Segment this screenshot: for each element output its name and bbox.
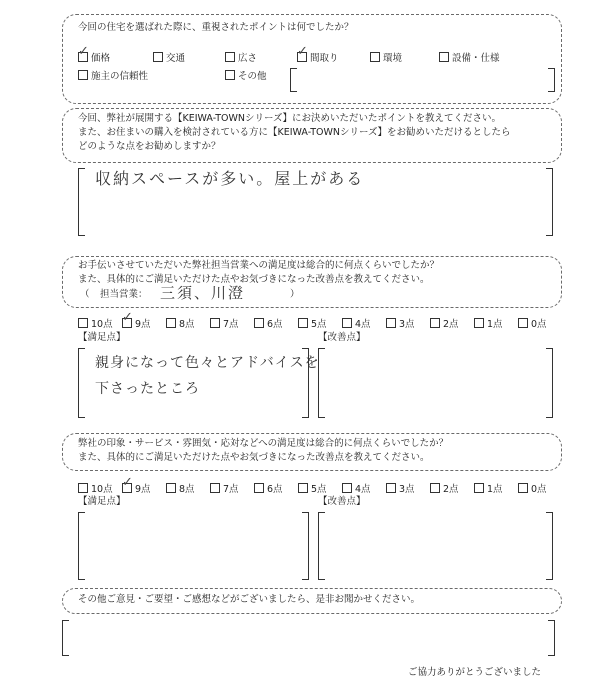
- score-label: 8点: [179, 484, 195, 495]
- q4-good-bracket-left: [78, 512, 85, 580]
- option-label: 環境: [383, 53, 403, 64]
- score-0[interactable]: [518, 481, 547, 495]
- checkbox-price[interactable]: [78, 44, 89, 62]
- check-mark-icon: ✓: [122, 310, 133, 325]
- option-label: 施主の信頼性: [91, 71, 149, 82]
- score-checkbox[interactable]: [518, 318, 528, 328]
- score-4[interactable]: [342, 481, 371, 495]
- score-5[interactable]: [298, 481, 327, 495]
- option-label: 交通: [166, 53, 186, 64]
- checkbox-builder-trust[interactable]: [78, 70, 88, 80]
- q3-score-row: [78, 310, 568, 330]
- score-label: 8点: [179, 319, 195, 330]
- score-checkbox[interactable]: [210, 483, 220, 493]
- score-label: 4点: [355, 484, 371, 495]
- q4-improve-bracket-right: [546, 512, 553, 580]
- score-checkbox[interactable]: [298, 318, 308, 328]
- score-checkbox[interactable]: [386, 483, 396, 493]
- score-4[interactable]: [342, 316, 371, 330]
- score-checkbox[interactable]: [474, 318, 484, 328]
- score-checkbox[interactable]: [430, 318, 440, 328]
- score-label: 9点: [135, 484, 151, 495]
- q3-staff-name-handwriting: 三須、川澄: [160, 284, 246, 302]
- score-3[interactable]: [386, 316, 415, 330]
- score-checkbox[interactable]: [254, 318, 264, 328]
- q2-question-line1: 今回、弊社が展開する【KEIWA-TOWNシリーズ】にお決めいただいたポイントを教えてください。: [78, 113, 502, 124]
- option-equipment[interactable]: [439, 50, 500, 64]
- q3-good-label: 【満足点】: [78, 332, 126, 343]
- q3-good-bracket-left: [78, 348, 85, 418]
- score-9[interactable]: [122, 475, 151, 495]
- score-2[interactable]: [430, 481, 459, 495]
- q2-question-line2: また、お住まいの購入を検討されている方に【KEIWA-TOWNシリーズ】をお勧めいただけるとしたら: [78, 127, 511, 138]
- score-label: 9点: [135, 319, 151, 330]
- q3-question-line1: お手伝いさせていただいた弊社担当営業への満足度は総合的に何点くらいでしたか？: [78, 260, 440, 271]
- q3-good-answer-line2: 下さったところ: [95, 381, 200, 397]
- q5-bracket-left: [62, 620, 69, 656]
- option-label: その他: [238, 71, 267, 82]
- q2-answer-bracket-left: [78, 168, 85, 236]
- q3-good-answer-line1: 親身になって色々とアドバイスを: [95, 355, 320, 371]
- score-checkbox[interactable]: [78, 318, 88, 328]
- q4-improve-bracket-left: [318, 512, 325, 580]
- score-checkbox[interactable]: [518, 483, 528, 493]
- option-label: 間取り: [310, 53, 339, 64]
- score-checkbox[interactable]: [342, 318, 352, 328]
- score-label: 0点: [531, 319, 547, 330]
- score-10[interactable]: [78, 316, 113, 330]
- score-label: 3点: [399, 484, 415, 495]
- option-label: 設備・仕様: [452, 53, 500, 64]
- q4-good-bracket-right: [302, 512, 309, 580]
- score-8[interactable]: [166, 481, 195, 495]
- option-transport[interactable]: [153, 50, 185, 64]
- option-size[interactable]: [225, 50, 257, 64]
- score-6[interactable]: [254, 481, 283, 495]
- score-10[interactable]: [78, 481, 113, 495]
- score-label: 5点: [311, 484, 327, 495]
- check-mark-icon: ✓: [297, 44, 308, 59]
- score-5[interactable]: [298, 316, 327, 330]
- checkbox-floorplan[interactable]: [297, 44, 308, 62]
- checkbox-size[interactable]: [225, 52, 235, 62]
- score-checkbox[interactable]: [166, 483, 176, 493]
- score-1[interactable]: [474, 481, 503, 495]
- checkbox-transport[interactable]: [153, 52, 163, 62]
- q4-question-line1: 弊社の印象・サービス・雰囲気・応対などへの満足度は総合的に何点くらいでしたか？: [78, 438, 449, 449]
- score-checkbox[interactable]: [166, 318, 176, 328]
- q4-good-label: 【満足点】: [78, 496, 126, 507]
- score-checkbox[interactable]: [210, 318, 220, 328]
- score-6[interactable]: [254, 316, 283, 330]
- score-label: 1点: [487, 484, 503, 495]
- q2-answer-handwriting: 収納スペースが多い。屋上がある: [95, 169, 365, 188]
- score-7[interactable]: [210, 481, 239, 495]
- score-checkbox[interactable]: [122, 310, 133, 328]
- q3-staff-paren-open: （: [80, 289, 90, 300]
- q1-question: 今回の住宅を選ばれた際に、重視されたポイントは何でしたか？: [78, 22, 354, 33]
- q4-improve-label: 【改善点】: [318, 496, 366, 507]
- score-checkbox[interactable]: [254, 483, 264, 493]
- score-7[interactable]: [210, 316, 239, 330]
- score-label: 6点: [267, 484, 283, 495]
- option-other[interactable]: [225, 68, 267, 82]
- q2-question-line3: どのような点をお勧めしますか？: [78, 141, 221, 152]
- score-label: 7点: [223, 319, 239, 330]
- checkbox-environment[interactable]: [370, 52, 380, 62]
- score-label: 4点: [355, 319, 371, 330]
- score-label: 10点: [91, 319, 113, 330]
- closing-message: ご協力ありがとうございました: [408, 667, 542, 678]
- option-floorplan[interactable]: [297, 44, 339, 64]
- q3-question-line2: また、具体的にご満足いただけた点やお気づきになった改善点を教えてください。: [78, 274, 430, 285]
- score-label: 2点: [443, 319, 459, 330]
- score-checkbox[interactable]: [474, 483, 484, 493]
- score-label: 2点: [443, 484, 459, 495]
- q5-bracket-right: [548, 620, 555, 656]
- check-mark-icon: ✓: [122, 475, 133, 490]
- score-1[interactable]: [474, 316, 503, 330]
- q3-staff-label: 担当営業：: [100, 289, 148, 300]
- score-checkbox[interactable]: [78, 483, 88, 493]
- option-label: 広さ: [238, 53, 258, 64]
- checkbox-other[interactable]: [225, 70, 235, 80]
- q3-improve-label: 【改善点】: [318, 332, 366, 343]
- other-bracket-right: [548, 68, 555, 92]
- score-label: 3点: [399, 319, 415, 330]
- score-label: 1点: [487, 319, 503, 330]
- check-mark-icon: ✓: [78, 44, 89, 59]
- score-checkbox[interactable]: [342, 483, 352, 493]
- score-checkbox[interactable]: [430, 483, 440, 493]
- score-9[interactable]: [122, 310, 151, 330]
- option-builder-trust[interactable]: [78, 68, 148, 82]
- score-checkbox[interactable]: [122, 475, 133, 493]
- score-label: 0点: [531, 484, 547, 495]
- score-label: 10点: [91, 484, 113, 495]
- score-3[interactable]: [386, 481, 415, 495]
- q3-staff-paren-close: ）: [290, 289, 300, 300]
- option-label: 価格: [91, 53, 111, 64]
- score-checkbox[interactable]: [386, 318, 396, 328]
- q2-answer-bracket-right: [546, 168, 553, 236]
- other-bracket-left: [290, 68, 297, 92]
- score-label: 6点: [267, 319, 283, 330]
- checkbox-equipment[interactable]: [439, 52, 449, 62]
- q3-improve-bracket-right: [546, 348, 553, 418]
- score-8[interactable]: [166, 316, 195, 330]
- q4-question-line2: また、具体的にご満足いただけた点やお気づきになった改善点を教えてください。: [78, 452, 430, 463]
- score-0[interactable]: [518, 316, 547, 330]
- score-label: 7点: [223, 484, 239, 495]
- q4-score-row: [78, 475, 568, 495]
- option-price[interactable]: [78, 44, 111, 64]
- score-label: 5点: [311, 319, 327, 330]
- q5-question: その他ご意見・ご要望・ご感想などがございましたら、是非お聞かせください。: [78, 594, 421, 605]
- score-2[interactable]: [430, 316, 459, 330]
- score-checkbox[interactable]: [298, 483, 308, 493]
- option-environment[interactable]: [370, 50, 402, 64]
